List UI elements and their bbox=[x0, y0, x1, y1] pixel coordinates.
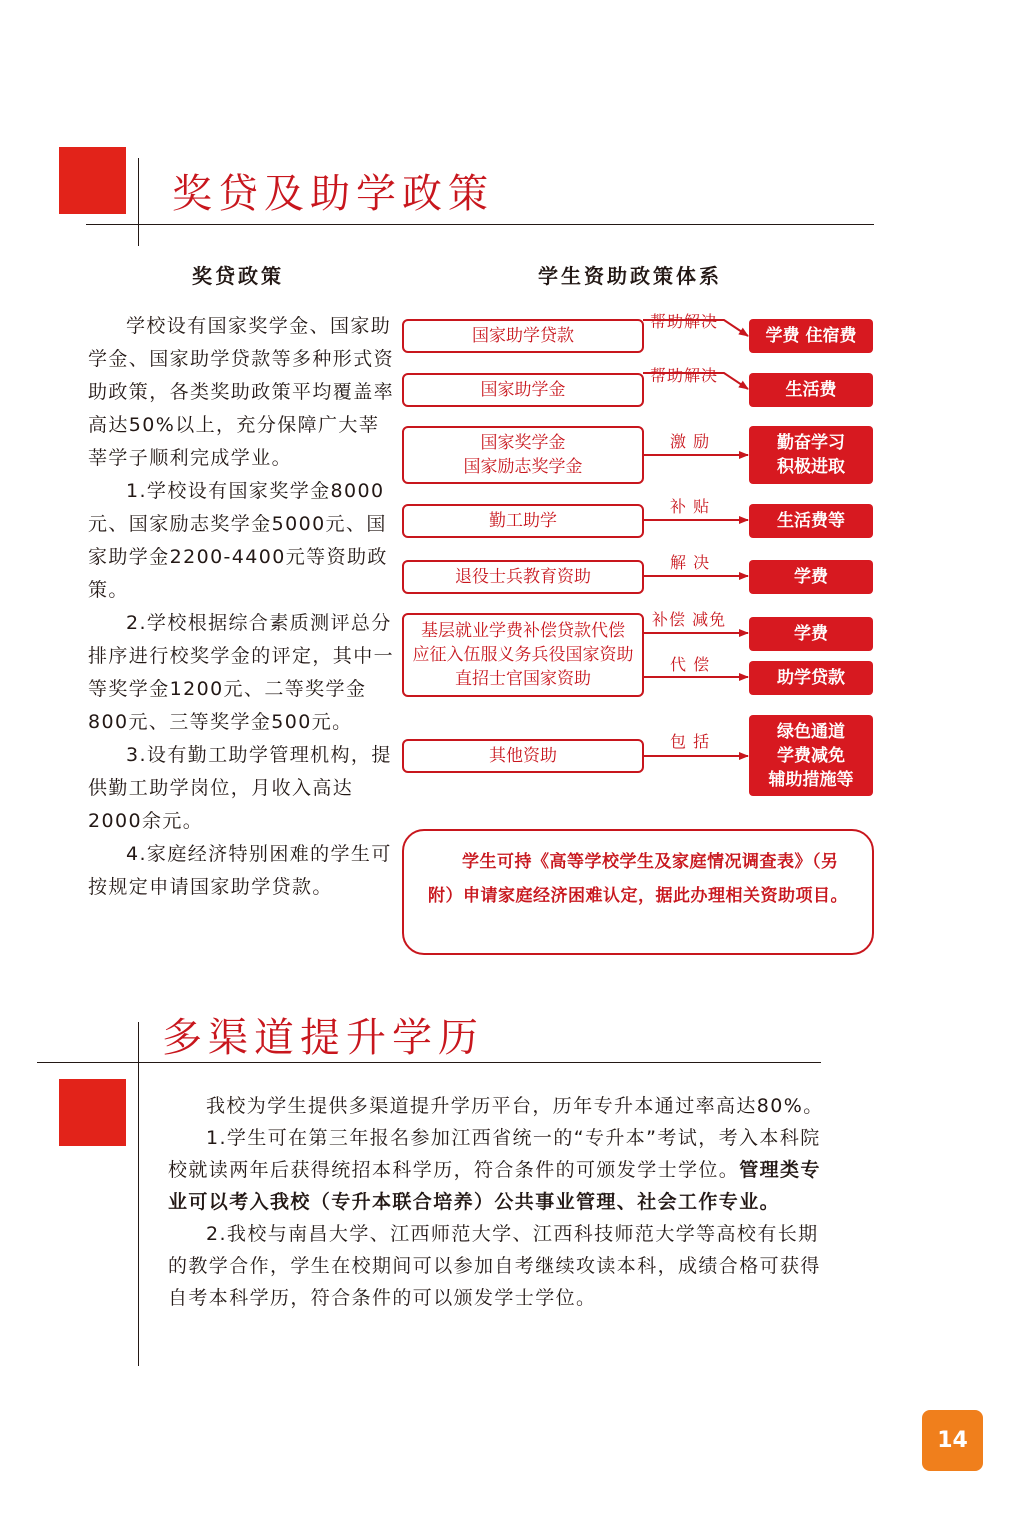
education-paragraph bbox=[168, 1122, 838, 1218]
education-paragraph: 我校为学生提供多渠道提升学历平台，历年专升本通过率高达80%。 bbox=[206, 1095, 824, 1117]
source-label: 国家奖学金 bbox=[480, 433, 566, 453]
policy-paragraph: 2.学校根据综合素质测评总分排序进行校奖学金的评定，其中一等奖学金1200元、二等奖学金800元、三等奖学金500元。 bbox=[88, 612, 395, 733]
target-label: 学费 住宿费 bbox=[765, 326, 857, 346]
source-box bbox=[402, 613, 644, 697]
target-label: 勤奋学习 bbox=[777, 433, 845, 453]
education-paragraph: 2.我校与南昌大学、江西师范大学、江西科技师范大学等高校有长期的教学合作，学生在校期间可以参加自考继续攻读本科，成绩合格可获得自考本科学历，符合条件的可以颁发学士学位。 bbox=[168, 1223, 821, 1309]
left-heading: 奖贷政策 bbox=[192, 264, 284, 288]
target-box bbox=[749, 715, 873, 796]
policy-paragraph: 学校设有国家奖学金、国家助学金、国家助学贷款等多种形式资助政策，各类奖助政策平均覆盖率高达50%以上，充分保障广大莘莘学子顺利完成学业。 bbox=[88, 315, 395, 469]
target-box bbox=[749, 426, 873, 484]
source-box bbox=[402, 426, 644, 484]
target-label: 生活费 bbox=[785, 380, 837, 400]
source-box bbox=[402, 739, 644, 773]
source-label: 退役士兵教育资助 bbox=[455, 567, 591, 587]
target-box bbox=[749, 504, 873, 538]
right-heading: 学生资助政策体系 bbox=[538, 264, 722, 288]
target-box bbox=[749, 373, 873, 407]
source-label: 勤工助学 bbox=[489, 511, 557, 531]
education-text-bold: 管理类专业可以考入我校（专升本联合培养）公共事业管理、社会工作专业。 bbox=[168, 1159, 821, 1213]
source-label: 直招士官国家资助 bbox=[455, 669, 591, 689]
arrow-label: 补 贴 bbox=[670, 497, 711, 516]
target-label: 学费 bbox=[794, 567, 828, 587]
source-box bbox=[402, 319, 644, 353]
arrow-label: 帮助解决 bbox=[650, 312, 719, 331]
education-text-normal: 1.学生可在第三年报名参加江西省统一的“专升本”考试，考入本科院校就读两年后获得统招本科学历，符合条件的可颁发学士学位。 bbox=[168, 1127, 821, 1181]
arrow-label: 帮助解决 bbox=[650, 366, 719, 385]
target-box bbox=[749, 319, 873, 353]
arrow-label: 代 偿 bbox=[670, 655, 711, 674]
target-label: 绿色通道 bbox=[777, 721, 845, 742]
policy-paragraph: 4.家庭经济特别困难的学生可按规定申请国家助学贷款。 bbox=[88, 843, 392, 898]
target-label: 学费 bbox=[794, 624, 828, 644]
application-note bbox=[402, 829, 874, 955]
source-label: 国家助学金 bbox=[480, 380, 566, 400]
arrow-label: 激 励 bbox=[670, 432, 711, 451]
source-box bbox=[402, 560, 644, 594]
arrow-label: 补偿 减免 bbox=[652, 610, 727, 629]
section2-divider-horizontal bbox=[37, 1062, 821, 1063]
source-label: 应征入伍服义务兵役国家资助 bbox=[412, 645, 634, 665]
source-label: 其他资助 bbox=[489, 746, 557, 766]
section-title-scholarships: 奖贷及助学政策 bbox=[172, 171, 494, 217]
target-label: 学费减免 bbox=[777, 745, 845, 766]
arrow-label: 解 决 bbox=[670, 553, 711, 572]
source-box bbox=[402, 504, 644, 538]
policy-paragraph: 3.设有勤工助学管理机构，提供勤工助学岗位，月收入高达2000余元。 bbox=[88, 744, 392, 832]
source-box bbox=[402, 373, 644, 407]
source-label: 基层就业学费补偿贷款代偿 bbox=[421, 621, 625, 641]
target-label: 助学贷款 bbox=[777, 668, 845, 688]
target-label: 辅助措施等 bbox=[768, 769, 854, 790]
source-label: 国家励志奖学金 bbox=[463, 457, 583, 477]
target-box bbox=[749, 661, 873, 695]
note-text: 学生可持《高等学校学生及家庭情况调查表》（另附）申请家庭经济困难认定，据此办理相关资助项目。 bbox=[428, 852, 848, 906]
target-box bbox=[749, 560, 873, 594]
section2-divider-vertical bbox=[138, 1022, 139, 1366]
section-title-education: 多渠道提升学历 bbox=[162, 1015, 484, 1061]
page-number-badge: 14 bbox=[922, 1410, 983, 1471]
policy-paragraph: 1.学校设有国家奖学金8000元、国家励志奖学金5000元、国家助学金2200-4400元等资助政策。 bbox=[88, 480, 388, 601]
target-label: 生活费等 bbox=[777, 511, 845, 531]
target-label: 积极进取 bbox=[777, 457, 845, 477]
arrow-label: 包 括 bbox=[670, 732, 711, 751]
target-box bbox=[749, 617, 873, 651]
section2-marker-block bbox=[59, 1079, 126, 1146]
source-label: 国家助学贷款 bbox=[472, 326, 574, 346]
education-text bbox=[168, 1090, 838, 1314]
